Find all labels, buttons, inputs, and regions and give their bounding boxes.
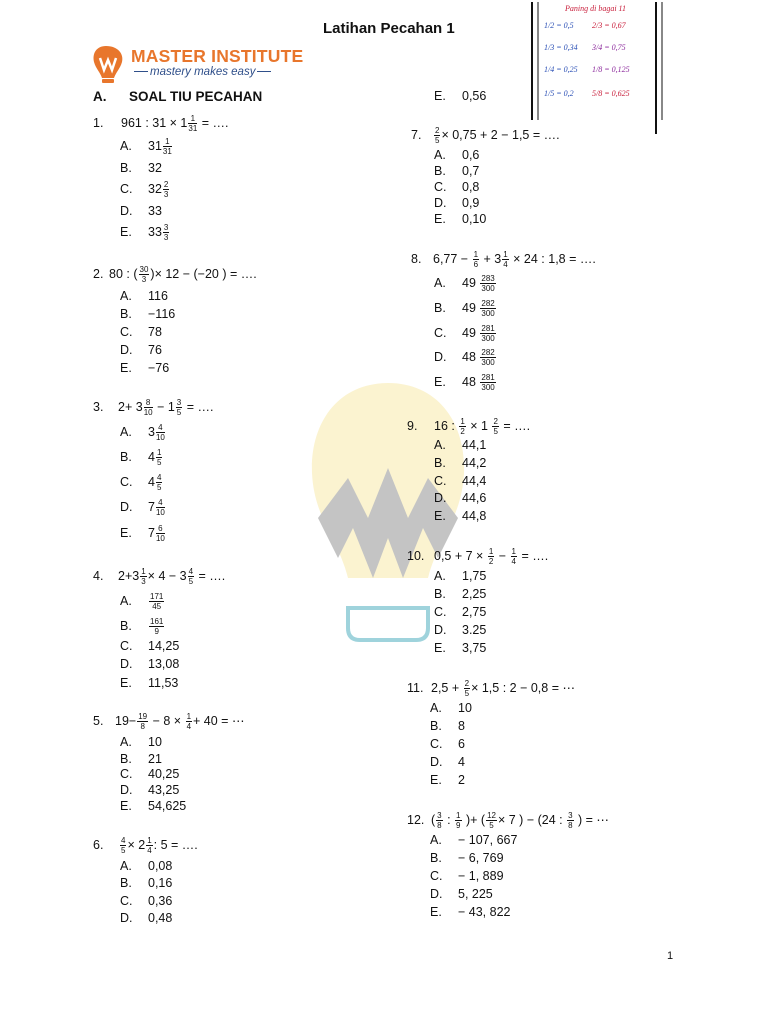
logo-bulb-icon xyxy=(94,46,123,83)
question-number: 11. xyxy=(407,680,424,695)
option-a[interactable]: A. 0,6 xyxy=(434,148,480,162)
option-e[interactable]: E. 0,10 xyxy=(434,212,487,226)
option-a[interactable]: A. 10 xyxy=(120,735,162,749)
option-b[interactable]: B. 49 $\frac{282}{300}$ xyxy=(434,299,495,318)
question-2: 2. 80 : ( $\frac{30}{3}$ )× 12 − (−20 ) = …. xyxy=(93,265,257,284)
option-c[interactable]: C. 4 $\frac{4}{5}$ xyxy=(120,473,162,492)
option-e[interactable]: E. −76 xyxy=(120,361,170,375)
page-title: Latihan Pecahan 1 xyxy=(323,20,455,37)
option-b[interactable]: B. 2,25 xyxy=(434,587,487,601)
option-b[interactable]: B. 4 $\frac{1}{5}$ xyxy=(120,448,162,467)
option-e[interactable]: E. 54,625 xyxy=(120,799,187,813)
option-b[interactable]: B. 0,16 xyxy=(120,876,173,890)
option-b[interactable]: B. − 6, 769 xyxy=(430,851,504,865)
note-line: 1/2 = 0,5 xyxy=(544,21,574,30)
option-c[interactable]: C. 32 $\frac{2}{3}$ xyxy=(120,180,169,199)
option-e[interactable]: E. 33 $\frac{3}{3}$ xyxy=(120,223,169,242)
note-title: Paning di bagai 11 xyxy=(565,4,626,13)
question-number: 6. xyxy=(93,837,104,852)
question-number: 2. xyxy=(93,266,104,281)
option-c[interactable]: C. 44,4 xyxy=(434,474,487,488)
question-4: 4. 2+3 $\frac{1}{3}$ × 4 − 3 $\frac{4}{5}$ = …. xyxy=(93,567,226,586)
option-d[interactable]: D. 0,48 xyxy=(120,911,173,925)
option-d[interactable]: D. 13,08 xyxy=(120,657,180,671)
note-line: 1/5 = 0,2 xyxy=(544,89,574,98)
option-e[interactable]: E. 2 xyxy=(430,773,465,787)
option-c[interactable]: C. 40,25 xyxy=(120,767,180,781)
question-8: 8. 6,77 − $\frac{1}{6}$ + 3 $\frac{1}{4}$ × 24 : 1,8 = …. xyxy=(411,250,596,269)
option-c[interactable]: C. − 1, 889 xyxy=(430,869,504,883)
option-d[interactable]: D. 5, 225 xyxy=(430,887,493,901)
option-c[interactable]: C. 2,75 xyxy=(434,605,487,619)
note-line: 3/4 = 0,75 xyxy=(592,43,626,52)
option-b[interactable]: B. 44,2 xyxy=(434,456,487,470)
note-line: 2/3 = 0,67 xyxy=(592,21,626,30)
option-d[interactable]: D. 76 xyxy=(120,343,162,357)
option-c[interactable]: C. 49 $\frac{281}{300}$ xyxy=(434,324,495,343)
option-c[interactable]: C. 78 xyxy=(120,325,162,339)
option-b[interactable]: B. 21 xyxy=(120,752,162,766)
question-11: 11. 2,5 + $\frac{2}{5}$ × 1,5 : 2 − 0,8 = ⋯ xyxy=(407,679,575,698)
option-b[interactable]: B. 8 xyxy=(430,719,465,733)
option-b[interactable]: B. 32 xyxy=(120,161,162,175)
question-6: 6. $\frac{4}{5}$ × 2 $\frac{1}{4}$ : 5 = …. xyxy=(93,836,198,855)
question-number: 1. xyxy=(93,115,104,130)
question-9: 9. 16 : $\frac{1}{2}$ × 1 $\frac{2}{5}$ = …. xyxy=(407,417,531,436)
option-e[interactable]: E. 44,8 xyxy=(434,509,487,523)
option-e[interactable]: E. − 43, 822 xyxy=(430,905,511,919)
question-1: 1. 961 : 31 × 1 $\frac{1}{31}$ = …. xyxy=(93,114,229,133)
question-number: 10. xyxy=(407,548,425,563)
option-a[interactable]: A. 10 xyxy=(430,701,472,715)
question-12: 12. ( $\frac{3}{8}$ : $\frac{1}{9}$ )+ ( $\frac{12}{5}$ × 7 ) − (24 : $\frac{3}{8}$ ) = ⋯ xyxy=(407,811,609,830)
section-heading xyxy=(93,89,262,104)
option-e[interactable]: E. 48 $\frac{281}{300}$ xyxy=(434,373,495,392)
option-a[interactable]: A. 0,08 xyxy=(120,859,173,873)
option-e[interactable]: E. 0,56 xyxy=(434,89,487,103)
question-10: 10. 0,5 + 7 × $\frac{1}{2}$ − $\frac{1}{4}$ = …. xyxy=(407,547,549,566)
question-7: 7. $\frac{2}{5}$ × 0,75 + 2 − 1,5 = …. xyxy=(411,126,560,145)
option-a[interactable]: A. − 107, 667 xyxy=(430,833,518,847)
brand-tagline: mastery makes easy xyxy=(132,66,273,78)
option-e[interactable]: E. 3,75 xyxy=(434,641,487,655)
note-line: 1/8 = 0,125 xyxy=(592,65,630,74)
option-d[interactable]: D. 0,9 xyxy=(434,196,480,210)
question-number: 12. xyxy=(407,812,425,827)
option-c[interactable]: C. 14,25 xyxy=(120,639,180,653)
option-a[interactable]: A. 49 $\frac{283}{300}$ xyxy=(434,274,495,293)
question-number: 8. xyxy=(411,251,422,266)
option-d[interactable]: D. 48 $\frac{282}{300}$ xyxy=(434,348,495,367)
option-d[interactable]: D. 43,25 xyxy=(120,783,180,797)
option-e[interactable]: E. 7 $\frac{6}{10}$ xyxy=(120,524,165,543)
option-b[interactable]: B. −116 xyxy=(120,307,176,321)
note-line: 5/8 = 0,625 xyxy=(592,89,630,98)
option-d[interactable]: D. 4 xyxy=(430,755,465,769)
option-d[interactable]: D. 33 xyxy=(120,204,162,218)
option-d[interactable]: D. 3.25 xyxy=(434,623,487,637)
question-number: 7. xyxy=(411,127,422,142)
section-letter: A. xyxy=(93,89,107,104)
section-title: SOAL TIU PECAHAN xyxy=(129,89,263,104)
question-3: 3. 2+ 3 $\frac{8}{10}$ − 1 $\frac{3}{5}$ = …. xyxy=(93,398,214,417)
question-number: 4. xyxy=(93,568,104,583)
option-c[interactable]: C. 0,36 xyxy=(120,894,173,908)
option-a[interactable]: A. $\frac{171}{45}$ xyxy=(120,592,164,611)
page-number: 1 xyxy=(667,950,674,962)
question-number: 5. xyxy=(93,713,104,728)
option-a[interactable]: A. 3 $\frac{4}{10}$ xyxy=(120,423,165,442)
question-number: 9. xyxy=(407,418,418,433)
question-5: 5. 19− $\frac{19}{8}$ − 8 × $\frac{1}{4}$ + 40 = ⋯ xyxy=(93,712,245,731)
option-d[interactable]: D. 7 $\frac{4}{10}$ xyxy=(120,498,165,517)
option-e[interactable]: E. 11,53 xyxy=(120,676,179,690)
option-a[interactable]: A. 1,75 xyxy=(434,569,487,583)
question-number: 3. xyxy=(93,399,104,414)
option-a[interactable]: A. 31 $\frac{1}{31}$ xyxy=(120,137,172,156)
option-d[interactable]: D. 44,6 xyxy=(434,491,487,505)
handwritten-note xyxy=(530,2,675,134)
option-a[interactable]: A. 116 xyxy=(120,289,168,303)
option-b[interactable]: B. 0,7 xyxy=(434,164,480,178)
option-c[interactable]: C. 6 xyxy=(430,737,465,751)
brand-name: MASTER INSTITUTE xyxy=(131,46,304,66)
note-line: 1/3 = 0,34 xyxy=(544,43,578,52)
note-line: 1/4 = 0,25 xyxy=(544,65,578,74)
option-c[interactable]: C. 0,8 xyxy=(434,180,480,194)
option-b[interactable]: B. $\frac{161}{9}$ xyxy=(120,617,164,636)
option-a[interactable]: A. 44,1 xyxy=(434,438,487,452)
